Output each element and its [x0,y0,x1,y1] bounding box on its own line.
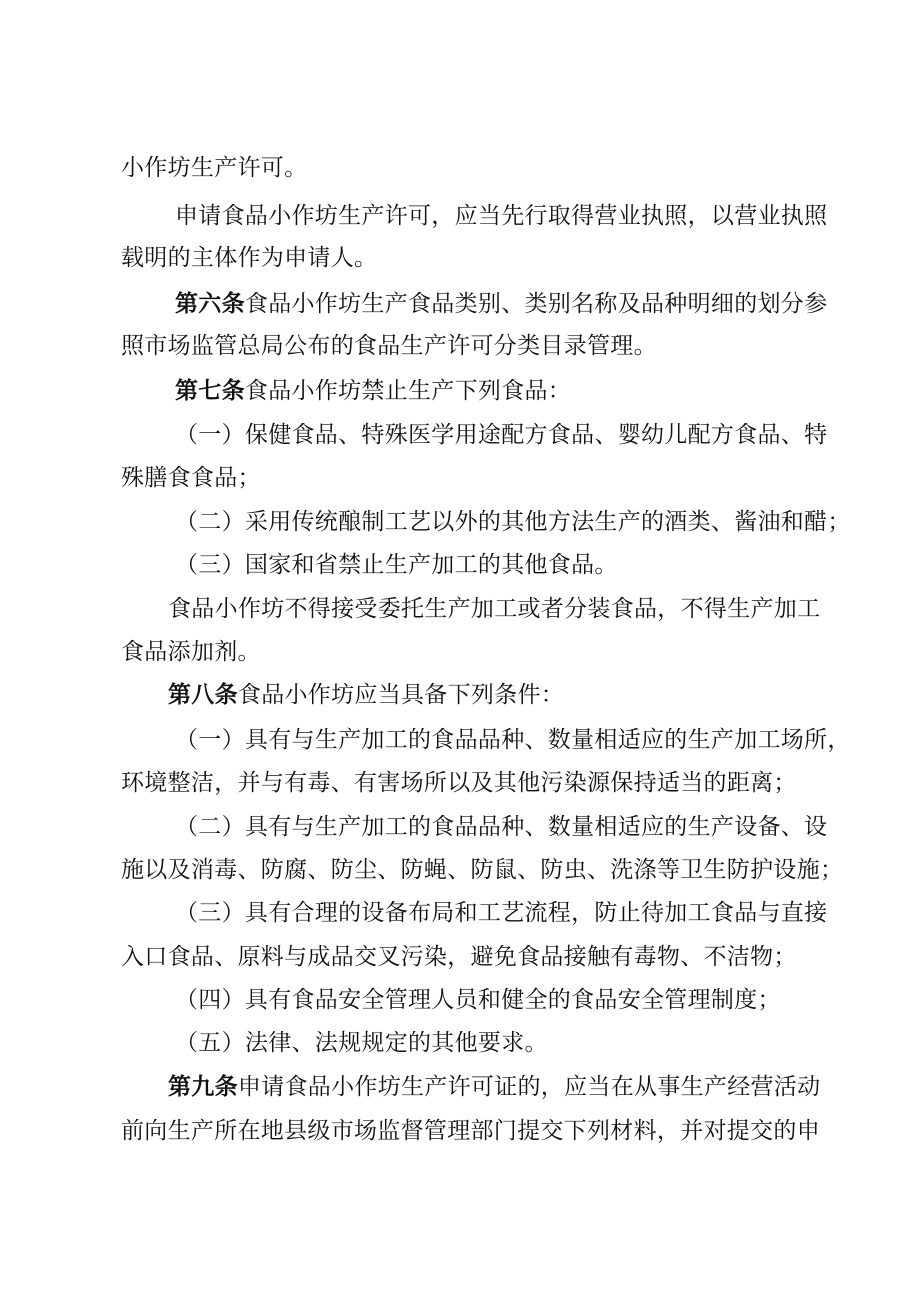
text-line: 载明的主体作为申请人。 [121,245,378,271]
text-line: 施以及消毒、防腐、防尘、防蝇、防鼠、防虫、洗涤等卫生防护设施； [121,857,844,883]
text-line: 小作坊生产许可。 [121,155,308,181]
list-item: （一）具有与生产加工的食品品种、数量相适应的生产加工场所， [175,727,851,753]
article-6-heading: 第六条食品小作坊生产食品类别、类别名称及品种明细的划分参 [175,291,828,317]
text-line: 入口食品、原料与成品交叉污染，避免食品接触有毒物、不洁物； [121,944,797,970]
list-item: （五）法律、法规规定的其他要求。 [175,1030,548,1056]
list-item: （四）具有食品安全管理人员和健全的食品安全管理制度； [175,987,781,1013]
text-line: 照市场监管总局公布的食品生产许可分类目录管理。 [121,333,657,359]
list-item: （一）保健食品、特殊医学用途配方食品、婴幼儿配方食品、特 [175,422,828,448]
text-line: 环境整洁，并与有毒、有害场所以及其他污染源保持适当的距离； [121,770,797,796]
list-item: （二）具有与生产加工的食品品种、数量相适应的生产设备、设 [175,814,828,840]
text-line: 前向生产所在地县级市场监督管理部门提交下列材料，并对提交的申 [121,1118,820,1144]
list-item: （二）采用传统酿制工艺以外的其他方法生产的酒类、酱油和醋； [175,509,851,535]
article-8-heading: 第八条食品小作坊应当具备下列条件： [168,682,565,708]
list-item: （三）国家和省禁止生产加工的其他食品。 [175,552,618,578]
article-9-heading: 第九条申请食品小作坊生产许可证的，应当在从事生产经营活动 [168,1074,821,1100]
text-line: 殊膳食食品； [121,465,261,491]
article-number: 第八条 [168,682,238,708]
article-number: 第七条 [175,378,245,404]
text-line: 食品添加剂。 [121,639,261,665]
article-number: 第六条 [175,291,245,317]
article-number: 第九条 [168,1074,238,1100]
list-item: （三）具有合理的设备布局和工艺流程，防止待加工食品与直接 [175,900,828,926]
article-7-heading: 第七条食品小作坊禁止生产下列食品： [175,378,572,404]
paragraph-line: 申请食品小作坊生产许可，应当先行取得营业执照，以营业执照 [175,203,828,229]
paragraph-line: 食品小作坊不得接受委托生产加工或者分装食品，不得生产加工 [168,596,821,622]
